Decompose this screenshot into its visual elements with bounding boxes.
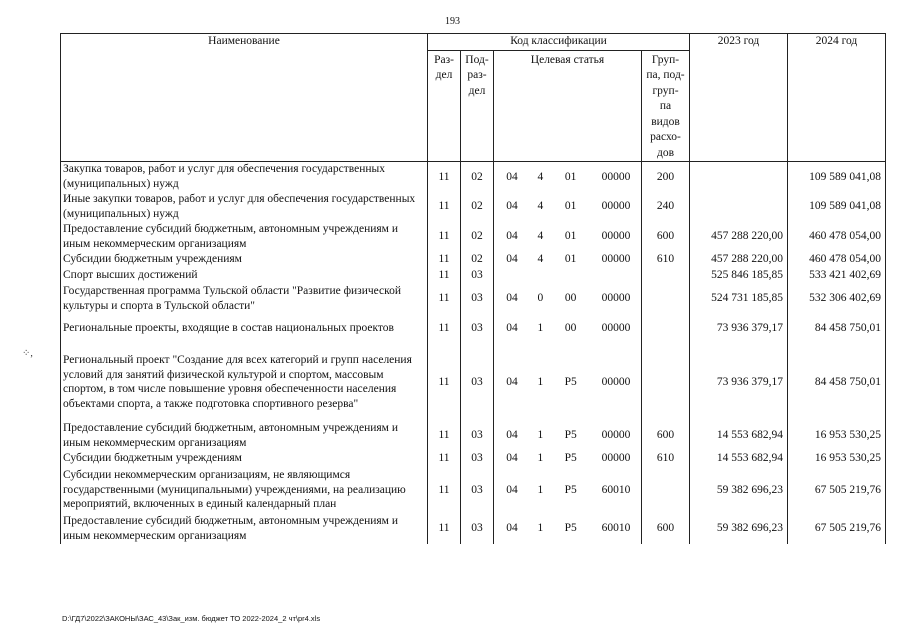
- row-razdel: 11: [428, 192, 461, 222]
- row-amount-2023: 59 382 696,23: [690, 514, 788, 544]
- row-target-article: [494, 314, 642, 344]
- table-body: [61, 162, 886, 544]
- row-podrazdel: 03: [461, 514, 494, 544]
- row-amount-2023: 457 288 220,00: [690, 222, 788, 252]
- target-part-t3: P5: [564, 483, 577, 496]
- table-row: [61, 514, 886, 544]
- row-target-article: [494, 421, 642, 451]
- target-part-t3: 01: [564, 200, 577, 213]
- row-podrazdel: 03: [461, 421, 494, 451]
- row-amount-2024: 532 306 402,69: [788, 284, 886, 314]
- row-amount-2024: 16 953 530,25: [788, 421, 886, 451]
- target-part-t1: 04: [506, 483, 518, 496]
- target-part-t2: 4: [537, 200, 544, 213]
- row-expense-type: [642, 268, 690, 284]
- target-part-t2: 1: [537, 452, 544, 465]
- table-row: [61, 451, 886, 467]
- target-part-t3: P5: [564, 429, 577, 442]
- target-part-t3: 00: [564, 292, 577, 305]
- row-target-article: [494, 344, 642, 421]
- page-number: 193: [445, 16, 460, 27]
- row-expense-type: 240: [642, 192, 690, 222]
- row-amount-2024: 84 458 750,01: [788, 344, 886, 421]
- target-part-t1: 04: [506, 452, 518, 465]
- row-amount-2023: [690, 192, 788, 222]
- table-row: [61, 284, 886, 314]
- row-podrazdel: 02: [461, 252, 494, 268]
- row-expense-type: 610: [642, 451, 690, 467]
- row-amount-2024: 460 478 054,00: [788, 252, 886, 268]
- row-amount-2023: 59 382 696,23: [690, 467, 788, 514]
- row-razdel: 11: [428, 222, 461, 252]
- header-target-article: Целевая статья: [494, 50, 642, 162]
- row-target-article: [494, 192, 642, 222]
- target-part-t2: 1: [537, 522, 544, 535]
- row-razdel: 11: [428, 314, 461, 344]
- target-part-t2: 0: [537, 292, 544, 305]
- target-part-t3: 01: [564, 253, 577, 266]
- target-part-t2: 1: [537, 375, 544, 388]
- table-row: [61, 421, 886, 451]
- target-part-t4: 00000: [601, 170, 631, 183]
- row-amount-2024: 67 505 219,76: [788, 514, 886, 544]
- table-row: [61, 192, 886, 222]
- target-part-t3: 01: [564, 170, 577, 183]
- target-part-t1: 04: [506, 230, 518, 243]
- row-podrazdel: 03: [461, 314, 494, 344]
- row-amount-2023: 73 936 379,17: [690, 314, 788, 344]
- budget-table: [60, 33, 886, 544]
- row-amount-2023: 14 553 682,94: [690, 421, 788, 451]
- table-header: [61, 34, 886, 162]
- table-row: [61, 467, 886, 514]
- table-row: [61, 268, 886, 284]
- row-name: Региональные проекты, входящие в состав национальных проектов: [61, 314, 428, 344]
- row-razdel: 11: [428, 514, 461, 544]
- row-expense-type: [642, 284, 690, 314]
- row-amount-2024: 460 478 054,00: [788, 222, 886, 252]
- row-amount-2023: [690, 162, 788, 192]
- target-part-t1: 04: [506, 170, 518, 183]
- header-expense-type: Груп- па, под- груп- па видов расхо- дов: [642, 50, 690, 162]
- row-razdel: 11: [428, 284, 461, 314]
- target-part-t4: 00000: [601, 200, 631, 213]
- row-target-article: [494, 222, 642, 252]
- target-part-t4: 00000: [601, 375, 631, 388]
- row-name: Закупка товаров, работ и услуг для обеспечения государственных (муниципальных) нужд: [61, 162, 428, 192]
- target-part-t1: 04: [506, 200, 518, 213]
- row-amount-2023: 525 846 185,85: [690, 268, 788, 284]
- row-name: Региональный проект "Создание для всех категорий и групп населения условий для занятий физической культурой и спортом, массовым спортом, в том числе повышение уровня обеспеченности населения объектами спорта, а также подготовка спортивного резерва": [61, 344, 428, 421]
- row-podrazdel: 03: [461, 344, 494, 421]
- table-row: [61, 314, 886, 344]
- row-target-article: [494, 284, 642, 314]
- row-name: Субсидии бюджетным учреждениям: [61, 451, 428, 467]
- row-razdel: 11: [428, 162, 461, 192]
- target-part-t2: 4: [537, 230, 544, 243]
- target-part-t4: 00000: [601, 292, 631, 305]
- row-razdel: 11: [428, 467, 461, 514]
- header-razdel: Раз- дел: [428, 50, 461, 162]
- row-amount-2024: 84 458 750,01: [788, 314, 886, 344]
- row-razdel: 11: [428, 252, 461, 268]
- row-razdel: 11: [428, 268, 461, 284]
- row-expense-type: 600: [642, 222, 690, 252]
- row-amount-2023: 73 936 379,17: [690, 344, 788, 421]
- table-row: [61, 252, 886, 268]
- target-part-t3: 01: [564, 230, 577, 243]
- row-target-article: [494, 467, 642, 514]
- target-part-t2: 1: [537, 322, 544, 335]
- table-row: [61, 162, 886, 192]
- row-target-article: [494, 451, 642, 467]
- target-part-t1: 04: [506, 322, 518, 335]
- target-part-t3: 00: [564, 322, 577, 335]
- target-part-t4: 00000: [601, 429, 631, 442]
- row-expense-type: 600: [642, 421, 690, 451]
- header-name: Наименование: [61, 34, 428, 162]
- header-code-group: Код классификации: [428, 34, 690, 51]
- row-podrazdel: 03: [461, 268, 494, 284]
- target-part-t3: P5: [564, 375, 577, 388]
- target-part-t4: 00000: [601, 230, 631, 243]
- row-amount-2024: 16 953 530,25: [788, 451, 886, 467]
- scan-artifact-marks: ⁘,: [22, 348, 33, 359]
- row-amount-2024: 109 589 041,08: [788, 192, 886, 222]
- row-name: Государственная программа Тульской области "Развитие физической культуры и спорта в Тульской области": [61, 284, 428, 314]
- row-razdel: 11: [428, 421, 461, 451]
- target-part-t2: 4: [537, 253, 544, 266]
- row-name: Субсидии некоммерческим организациям, не являющимся государственными (муниципальными) учреждениями, на реализацию мероприятий, включенных в единый календарный план: [61, 467, 428, 514]
- row-name: Иные закупки товаров, работ и услуг для обеспечения государственных (муниципальных) нужд: [61, 192, 428, 222]
- table-row: [61, 222, 886, 252]
- target-part-t4: 00000: [601, 253, 631, 266]
- target-part-t4: 60010: [601, 522, 631, 535]
- row-podrazdel: 02: [461, 192, 494, 222]
- target-part-t4: 00000: [601, 452, 631, 465]
- row-razdel: 11: [428, 344, 461, 421]
- target-part-t2: 1: [537, 483, 544, 496]
- row-podrazdel: 03: [461, 451, 494, 467]
- row-podrazdel: 03: [461, 284, 494, 314]
- target-part-t2: 4: [537, 170, 544, 183]
- row-amount-2023: 457 288 220,00: [690, 252, 788, 268]
- row-target-article: [494, 252, 642, 268]
- row-expense-type: 200: [642, 162, 690, 192]
- row-target-article: [494, 162, 642, 192]
- row-expense-type: [642, 314, 690, 344]
- row-target-article: [494, 514, 642, 544]
- target-part-t2: 1: [537, 429, 544, 442]
- header-year-2023: 2023 год: [690, 34, 788, 162]
- file-path-footer: D:\ГД7\2022\ЗАКОНЫ\ЗАС_43\Зак_изм. бюджет ТО 2022-2024_2 чт\pr4.xls: [62, 614, 321, 623]
- row-expense-type: [642, 344, 690, 421]
- target-part-t3: P5: [564, 452, 577, 465]
- row-amount-2023: 524 731 185,85: [690, 284, 788, 314]
- table-row: [61, 344, 886, 421]
- row-name: Предоставление субсидий бюджетным, автономным учреждениям и иным некоммерческим организациям: [61, 222, 428, 252]
- target-part-t1: 04: [506, 375, 518, 388]
- row-podrazdel: 03: [461, 467, 494, 514]
- budget-table-sheet: [60, 33, 885, 544]
- row-name: Предоставление субсидий бюджетным, автономным учреждениям и иным некоммерческим организациям: [61, 514, 428, 544]
- header-podrazdel: Под- раз- дел: [461, 50, 494, 162]
- target-part-t4: 60010: [601, 483, 631, 496]
- target-part-t1: 04: [506, 292, 518, 305]
- target-part-t3: P5: [564, 522, 577, 535]
- row-podrazdel: 02: [461, 222, 494, 252]
- row-amount-2024: 533 421 402,69: [788, 268, 886, 284]
- header-year-2024: 2024 год: [788, 34, 886, 162]
- row-name: Спорт высших достижений: [61, 268, 428, 284]
- row-expense-type: 600: [642, 514, 690, 544]
- row-razdel: 11: [428, 451, 461, 467]
- row-name: Предоставление субсидий бюджетным, автономным учреждениям и иным некоммерческим организациям: [61, 421, 428, 451]
- row-amount-2024: 67 505 219,76: [788, 467, 886, 514]
- target-part-t1: 04: [506, 253, 518, 266]
- target-part-t1: 04: [506, 522, 518, 535]
- row-amount-2024: 109 589 041,08: [788, 162, 886, 192]
- row-podrazdel: 02: [461, 162, 494, 192]
- target-part-t1: 04: [506, 429, 518, 442]
- row-target-article: [494, 268, 642, 284]
- row-name: Субсидии бюджетным учреждениям: [61, 252, 428, 268]
- target-part-t4: 00000: [601, 322, 631, 335]
- row-amount-2023: 14 553 682,94: [690, 451, 788, 467]
- row-expense-type: 610: [642, 252, 690, 268]
- row-expense-type: [642, 467, 690, 514]
